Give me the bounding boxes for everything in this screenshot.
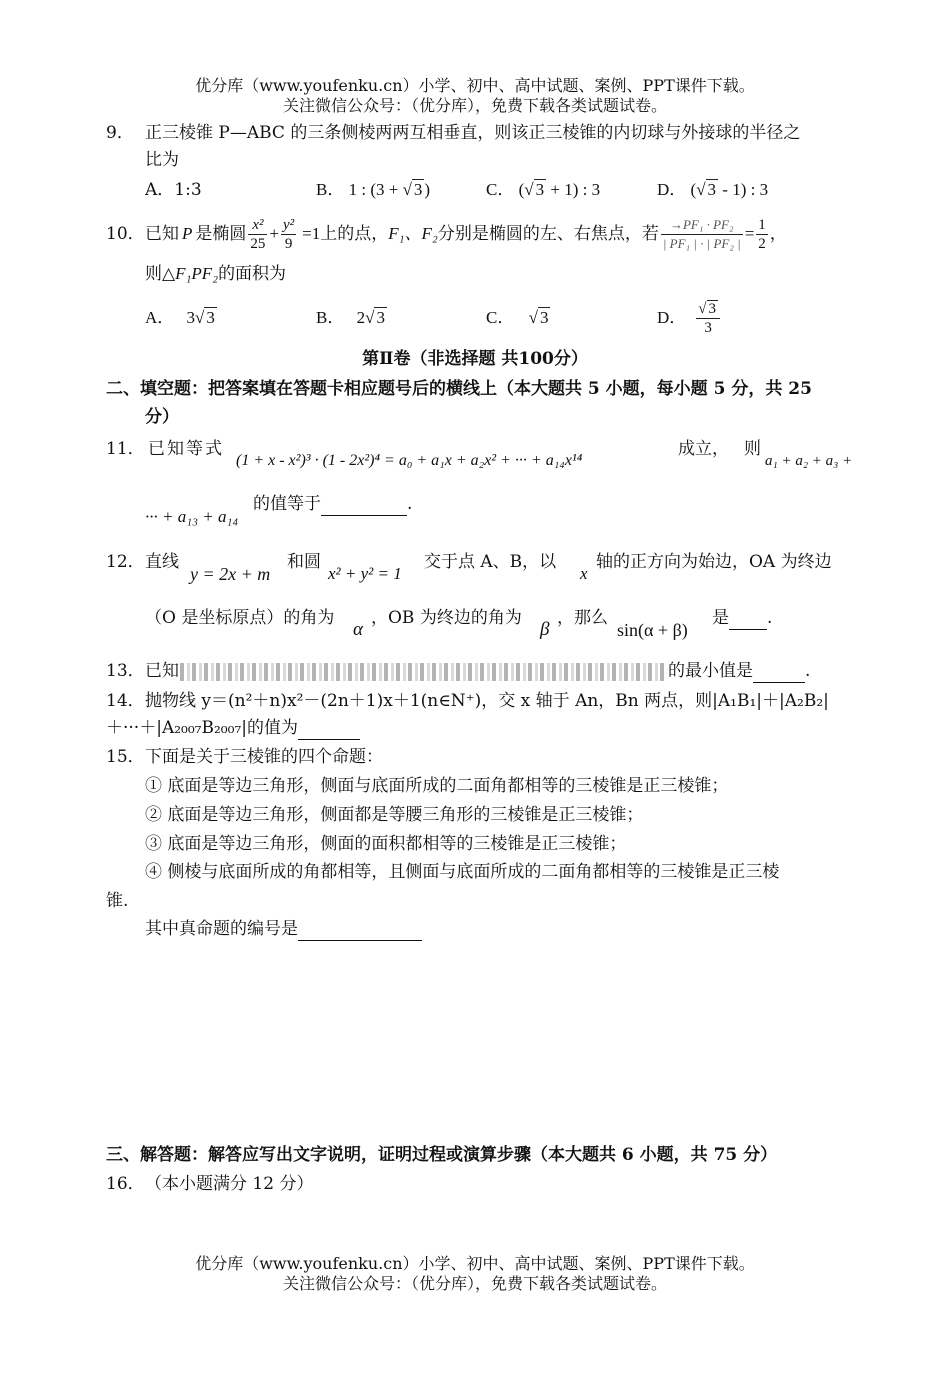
q9-option-b-post: ): [424, 180, 431, 199]
q10-option-a-radicand: 3: [206, 308, 215, 327]
q13-answer-blank[interactable]: [753, 664, 805, 683]
q9-option-d: D． (√ 3 - 1) : 3: [657, 180, 769, 199]
q10-eq2: =: [744, 224, 755, 243]
q11-line2: [253, 492, 412, 516]
q9-option-c-label: C．: [486, 180, 515, 199]
q10-line1: [145, 206, 787, 262]
q13-garbled-formula: [180, 661, 665, 681]
q10-frac-x-den: 25: [250, 235, 266, 252]
q10-number: 10．: [106, 224, 145, 244]
footer-line-1: 优分库（www.youfenku.cn）小学、初中、高中试题、案例、PPT课件下载。: [195, 1254, 755, 1273]
header-line-2: 关注微信公众号：（优分库），免费下载各类试题试卷。: [282, 96, 667, 115]
q10-option-c-label: C．: [486, 308, 515, 327]
q15-answer-blank[interactable]: [298, 922, 422, 941]
q10-option-d-frac: $\frac{√ 3}{3}$: [696, 300, 720, 337]
q12-beta: β: [540, 619, 550, 640]
q13-text-b: 的最小值是: [668, 661, 753, 681]
q12-text-a: 直线: [145, 552, 179, 572]
q9-option-c-pre: (: [518, 180, 525, 199]
q15-proposition-2: ② 底面是等边三角形，侧面都是等腰三角形的三棱锥是正三棱锥；: [145, 805, 644, 825]
q10-option-c: C． √ 3: [486, 308, 549, 327]
q10-frac-half-num: 1: [758, 216, 766, 233]
q10-option-d-label: D．: [657, 308, 687, 327]
q9-option-b: B． 1 : (3 + √ 3 ): [316, 180, 431, 199]
q14-line2: [106, 716, 360, 740]
q10-option-a-pre: 3: [186, 308, 196, 327]
q10-line2-a: 则△: [145, 264, 176, 284]
q15-number: 15．: [106, 747, 145, 767]
q9-text-line1: 正三棱锥 P—ABC 的三条侧棱两两互相垂直，则该正三棱锥的内切球与外接球的半径之: [145, 123, 801, 143]
q10-option-a-label: A．: [145, 308, 175, 327]
q13-text-a: 已知: [145, 661, 179, 681]
q10-frac-ratio-num: →PF₁ · PF₂: [661, 216, 743, 235]
q10-option-a: A． 3√ 3: [145, 308, 215, 327]
q10-comma: ，: [769, 224, 787, 244]
q11-number: 11．: [106, 439, 145, 459]
q11-text-b: 成立，: [678, 439, 729, 459]
q10-text-a: 已知: [145, 224, 179, 244]
q16-text: （本小题满分 12 分）: [145, 1174, 314, 1194]
q10-option-d-radicand: 3: [708, 300, 717, 317]
q12-line2-b: ，OB 为终边的角为: [371, 608, 522, 628]
q9-option-d-radicand: 3: [707, 180, 717, 199]
q15-proposition-4-cont: 锥.: [106, 891, 129, 911]
q9-option-c: C． (√ 3 + 1) : 3: [486, 180, 601, 199]
q12-line2-c: ，那么: [557, 608, 608, 628]
q10-option-b-radicand: 3: [376, 308, 385, 327]
q11-formula: (1 + x - x²)³ · (1 - 2x²)⁴ = a₀ + a₁x + a₂x² + ··· + a₁₄x¹⁴: [236, 452, 583, 469]
q14-line2-text: ＋···＋|A₂₀₀₇B₂₀₀₇|的值为: [106, 718, 298, 738]
q10-text-d: 分别是椭圆的左、右焦点，若: [437, 224, 659, 244]
q10-text-c: 上的点，: [320, 224, 389, 244]
q10-frac-x: [248, 216, 267, 253]
q11-text-a: 已知等式: [148, 439, 224, 459]
q12-line2-d: 是: [712, 608, 729, 628]
q15-conclusion-text: 其中真命题的编号是: [145, 919, 298, 939]
q10-frac-ratio-den: | PF₁ | · | PF₂ |: [662, 235, 741, 251]
part2-title: 第Ⅱ卷（非选择题 共100分）: [362, 349, 588, 369]
q10-option-b: B． 2√ 3: [316, 308, 385, 327]
q14-number: 14．: [106, 691, 145, 711]
q12-end-dot: .: [767, 608, 773, 628]
q10-option-c-radicand: 3: [539, 308, 549, 327]
q12-line2-a: （O 是坐标原点）的角为: [145, 608, 335, 628]
q10-option-b-pre: 2: [356, 308, 366, 327]
q9-option-c-radicand: 3: [535, 180, 545, 199]
q12-number: 12．: [106, 552, 145, 572]
q10-frac-y-num: y²: [282, 216, 295, 233]
q12-line-eq: y = 2x + m: [190, 564, 271, 584]
q14-line1: 抛物线 y＝(n²＋n)x²－(2n＋1)x＋1(n∈N⁺)，交 x 轴于 An，Bn 两点，则|A₁B₁|＋|A₂B₂|: [145, 691, 829, 711]
q9-text-line2: 比为: [145, 150, 179, 170]
q12-text-c: 交于点 A、B，以: [424, 552, 557, 572]
q9-option-d-pre: (: [690, 180, 697, 199]
q16-number: 16．: [106, 1174, 145, 1194]
q13-number: 13．: [106, 661, 145, 681]
q10-plus: +: [269, 224, 279, 243]
q9-option-a: [145, 178, 202, 202]
q10-line2: [145, 262, 286, 286]
q10-foci: F₁、F₂: [388, 224, 438, 243]
q12-line2-end: [712, 606, 772, 630]
q15-proposition-3: ③ 底面是等边三角形，侧面的面积都相等的三棱锥是正三棱锥；: [145, 834, 627, 854]
q12-x-var: x: [580, 564, 588, 583]
q9-number: 9．: [106, 123, 134, 143]
header-line-1: 优分库（www.youfenku.cn）小学、初中、高中试题、案例、PPT课件下载。: [195, 76, 755, 95]
q9-option-b-radicand: 3: [413, 180, 423, 199]
q14-answer-blank[interactable]: [298, 721, 360, 740]
part3-section: 三、解答题：解答应写出文字说明，证明过程或演算步骤（本大题共 6 小题，共 75 分）: [106, 1145, 778, 1165]
q11-line2-end: .: [407, 494, 413, 514]
q9-option-b-pre: 1 : (3 +: [348, 180, 403, 199]
q10-option-d: [657, 294, 722, 342]
q12-answer-blank[interactable]: [729, 611, 767, 630]
q11-answer-blank[interactable]: [321, 497, 407, 516]
q10-option-d-den: 3: [704, 319, 712, 336]
q11-text-c: 则: [744, 439, 761, 459]
q15-conclusion: [145, 917, 422, 941]
part2-section-line1: 二、填空题：把答案填在答题卡相应题号后的横线上（本大题共 5 小题，每小题 5 分，共 25: [106, 379, 812, 399]
q10-eq1: =1: [302, 224, 321, 243]
q9-option-d-label: D．: [657, 180, 687, 199]
q10-frac-half: [756, 216, 768, 253]
part2-section-line2: 分）: [145, 407, 179, 427]
q10-frac-y-den: 9: [284, 235, 293, 252]
q9-option-d-post: - 1) : 3: [718, 180, 769, 199]
q9-option-c-post: + 1) : 3: [546, 180, 601, 199]
q13-tail: [668, 659, 810, 683]
q10-frac-y: [281, 216, 296, 253]
q11-sum-start: a₁ + a₂ + a₃ +: [765, 453, 853, 469]
q12-text-b: 和圆: [287, 552, 321, 572]
q12-sin-expr: sin(α + β): [617, 620, 688, 640]
q15-intro: 下面是关于三棱锥的四个命题：: [145, 747, 383, 767]
q12-circle-eq: x² + y² = 1: [328, 564, 402, 583]
q10-frac-half-den: 2: [758, 235, 766, 252]
q9-option-b-label: B．: [316, 180, 345, 199]
q10-frac-ratio: [661, 216, 743, 253]
q11-line2-text: 的值等于: [253, 494, 321, 514]
q10-text-b: 是椭圆: [195, 224, 247, 244]
q9-option-a-value: 1:3: [174, 180, 202, 200]
q11-line2-formula: ··· + a₁₃ + a₁₄: [145, 507, 239, 526]
q10-line2-b: 的面积为: [218, 264, 287, 284]
q10-line2-var: F₁PF₂: [175, 264, 219, 283]
q12-text-d: 轴的正方向为始边，OA 为终边: [596, 552, 832, 572]
q10-option-b-label: B．: [316, 308, 345, 327]
q12-alpha: α: [353, 619, 363, 640]
q15-proposition-4: ④ 侧棱与底面所成的角都相等，且侧面与底面所成的二面角都相等的三棱锥是正三棱: [145, 862, 780, 882]
q10-var-p: P: [182, 224, 193, 243]
footer-line-2: 关注微信公众号：（优分库），免费下载各类试题试卷。: [282, 1274, 667, 1293]
q10-frac-x-num: x²: [248, 216, 267, 235]
q15-proposition-1: ① 底面是等边三角形，侧面与底面所成的二面角都相等的三棱锥是正三棱锥；: [145, 776, 729, 796]
q9-option-a-label: A．: [145, 180, 175, 200]
q13-end: .: [805, 661, 811, 681]
